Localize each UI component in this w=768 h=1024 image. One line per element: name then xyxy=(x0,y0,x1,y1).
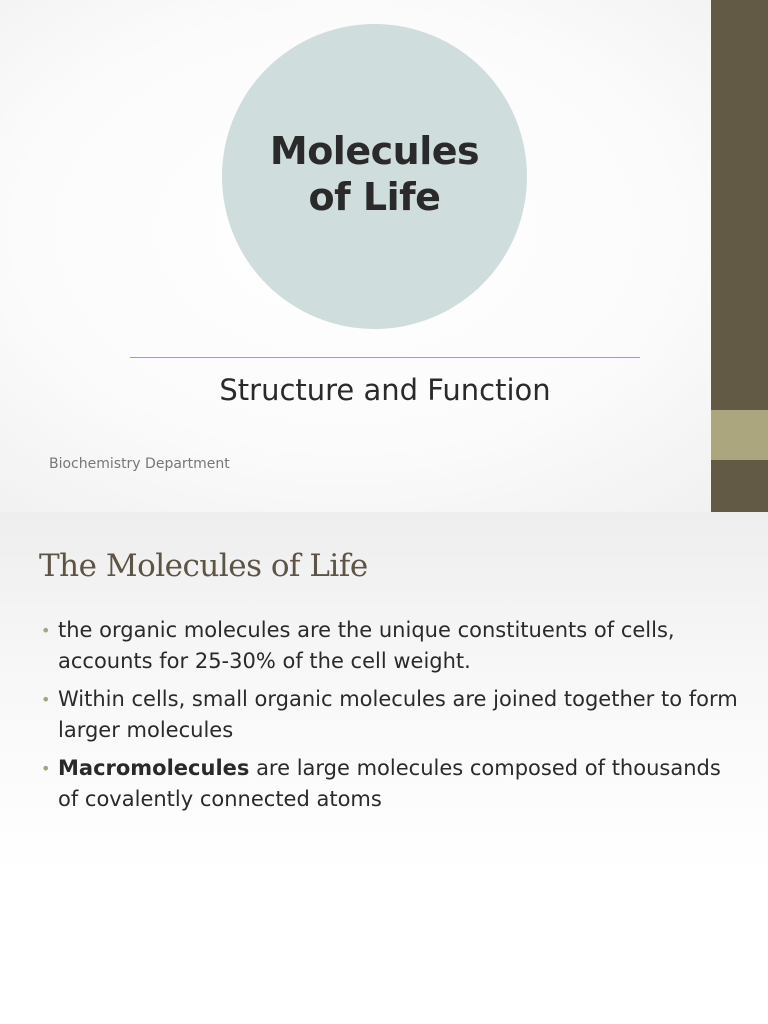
bullet-text: are large molecules composed of thousands of covalently connected atoms xyxy=(58,756,721,811)
title-divider xyxy=(130,357,640,358)
department-label: Biochemistry Department xyxy=(49,456,230,472)
slide-subtitle: Structure and Function xyxy=(219,373,551,407)
bullet-item xyxy=(39,753,739,815)
bullet-list xyxy=(39,615,739,822)
bullet-icon: • xyxy=(41,621,51,640)
bullet-text: the organic molecules are the unique constituents of cells, accounts for 25-30% of the cell weight. xyxy=(58,618,675,673)
content-heading: The Molecules of Life xyxy=(39,548,368,584)
slide-title xyxy=(222,128,527,220)
sidebar-accent-light xyxy=(711,410,768,460)
bullet-bold-term: Macromolecules xyxy=(58,756,250,780)
content-slide xyxy=(0,512,768,1024)
bullet-icon: • xyxy=(41,690,51,709)
title-line-1: Molecules xyxy=(269,129,480,173)
bullet-item xyxy=(39,615,739,677)
bullet-icon: • xyxy=(41,759,51,778)
bullet-text: Within cells, small organic molecules are joined together to form larger molecules xyxy=(58,687,738,742)
bullet-item xyxy=(39,684,739,746)
title-line-2: of Life xyxy=(308,175,441,219)
